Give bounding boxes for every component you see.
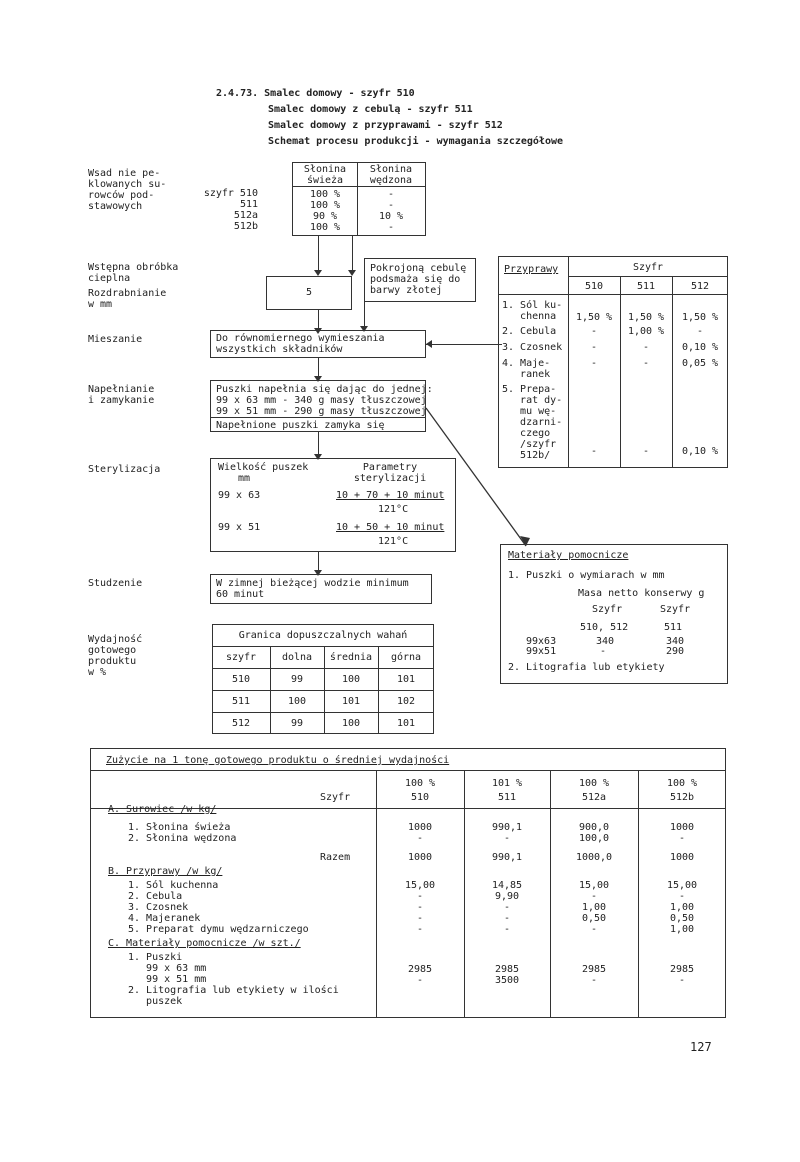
wydajnosc-col-header: średnia [329, 652, 373, 663]
pomocnicze-masa: Masa netto konserwy g [578, 588, 705, 599]
razem-value: 990,1 [491, 852, 523, 863]
wydajnosc-cell: 100 [341, 674, 361, 685]
flow-line [318, 236, 319, 272]
pomocnicze-szyfr-2: Szyfr [660, 604, 691, 615]
przyprawy-cell: - [590, 326, 598, 337]
pomocnicze-r1: 99x63 [526, 636, 557, 647]
przyprawy-cell: - [590, 342, 598, 353]
przyprawy-col-header: 510 [584, 281, 604, 292]
a-row-2: 2. Słonina wędzona [128, 833, 237, 844]
przyprawy-row-name: 4. Maje- ranek [502, 358, 551, 380]
label-sterylizacja: Sterylizacja [88, 464, 161, 475]
table-rule [90, 770, 726, 771]
razem-value: 1000 [669, 852, 695, 863]
flow-arrow [426, 340, 432, 348]
przyprawy-col-header: 512 [690, 281, 710, 292]
wydajnosc-cell: 511 [231, 696, 251, 707]
wydajnosc-col-header: dolna [281, 652, 313, 663]
b-list: 1. Sól kuchenna 2. Cebula 3. Czosnek 4. Majeranek 5. Preparat dymu wędzarniczego [128, 880, 309, 935]
section-b-label: B. Przyprawy /w kg/ [108, 866, 223, 877]
przyprawy-cell: 0,05 % [681, 358, 719, 369]
pomocnicze-r1a: 340 [596, 636, 615, 647]
przyprawy-value: 15,00 - 1,00 0,50 1,00 [666, 880, 698, 935]
wsad-header-fresh: Słonina świeża [303, 164, 347, 186]
bottom-code: 510 [410, 792, 430, 803]
bottom-pct: 100 % [404, 778, 436, 789]
steryl-row2-time: 10 + 50 + 10 minut [336, 522, 445, 533]
wydajnosc-cell: 510 [231, 674, 251, 685]
materialy-value: 2985 3500 [494, 964, 520, 986]
pomocnicze-r2: 99x51 [526, 646, 557, 657]
label-wydajnosc: Wydajność gotowego produktu w % [88, 634, 143, 678]
flow-line [352, 236, 353, 272]
pomocnicze-code-2: 511 [664, 622, 683, 633]
wydajnosc-cell: 101 [396, 718, 416, 729]
wydajnosc-col-header: szyfr [225, 652, 257, 663]
przyprawy-cell: 1,50 % [575, 312, 613, 323]
bottom-code: 511 [497, 792, 517, 803]
flow-line [318, 358, 319, 378]
table-rule [212, 646, 434, 647]
napelnianie-text: Puszki napełnia się dając do jednej: 99 x 63 mm - 340 g masy tłuszczowej 99 x 51 mm - 290 g masy tłuszczowej [216, 384, 433, 417]
razem-value: 1000 [407, 852, 433, 863]
surowiec-value: 1000 - [669, 822, 695, 844]
table-rule [212, 690, 434, 691]
pomocnicze-litografia: 2. Litografia lub etykiety [508, 662, 665, 673]
flow-line [318, 552, 319, 572]
wydajnosc-col-header: górna [390, 652, 422, 663]
a-row-1: 1. Słonina świeża [128, 822, 231, 833]
pomocnicze-szyfr-1: Szyfr [592, 604, 623, 615]
przyprawy-value: 15,00 - 1,00 0,50 - [578, 880, 610, 935]
table-rule [498, 294, 728, 295]
wsad-header-smoked: Słonina wędzona [369, 164, 413, 186]
materialy-value: 2985 - [407, 964, 433, 986]
steryl-header-unit: mm [238, 473, 251, 484]
pomocnicze-code-1: 510, 512 [580, 622, 629, 633]
steryl-header-size: Wielkość puszek [218, 462, 309, 473]
table-rule [212, 712, 434, 713]
heading-line-3: Smalec domowy z przyprawami - szyfr 512 [268, 120, 503, 131]
wydajnosc-cell: 99 [290, 718, 304, 729]
przyprawy-row-name: 1. Sól ku- chenna [502, 300, 563, 322]
steryl-row2-temp: 121°C [378, 536, 409, 547]
steryl-row1-size: 99 x 63 [218, 490, 261, 501]
bottom-code: 512b [669, 792, 695, 803]
przyprawy-row-name: 3. Czosnek [502, 342, 563, 353]
pomocnicze-title: Materiały pomocnicze [508, 550, 629, 561]
przyprawy-cell: 1,50 % [627, 312, 665, 323]
heading-line-4: Schemat procesu produkcji - wymagania szczegółowe [268, 136, 564, 147]
wsad-col-fresh: 100 % 100 % 90 % 100 % [309, 189, 341, 233]
section-heading: 2.4.73. Smalec domowy - szyfr 510 [216, 88, 415, 99]
materialy-value: 2985 - [581, 964, 607, 986]
bottom-szyfr-label: Szyfr [320, 792, 351, 803]
steryl-row1-time: 10 + 70 + 10 minut [336, 490, 445, 501]
przyprawy-cell: - [590, 358, 598, 369]
surowiec-value: 990,1 - [491, 822, 523, 844]
razem-label: Razem [320, 852, 351, 863]
napelnianie-close-text: Napełnione puszki zamyka się [216, 420, 385, 431]
przyprawy-cell: 0,10 % [681, 342, 719, 353]
przyprawy-header: Przyprawy [504, 264, 559, 275]
flow-line [318, 310, 319, 330]
wydajnosc-cell: 101 [341, 696, 361, 707]
steryl-header-params: Parametry sterylizacji [353, 462, 427, 484]
przyprawy-cell: 1,50 % [681, 312, 719, 323]
label-wsad: Wsad nie pe- klowanych su- rowców pod- stawowych [88, 168, 167, 212]
razem-value: 1000,0 [575, 852, 613, 863]
bottom-pct: 100 % [666, 778, 698, 789]
bottom-pct: 101 % [491, 778, 523, 789]
pomocnicze-r2a: - [600, 646, 607, 657]
cebula-text: Pokrojoną cebulę podsmaża się do barwy złotej [370, 263, 467, 296]
label-obrobka: Wstępna obróbka cieplna [88, 262, 179, 284]
steryl-row1-temp: 121°C [378, 504, 409, 515]
wydajnosc-cell: 102 [396, 696, 416, 707]
przyprawy-szyfr-header: Szyfr [632, 262, 664, 273]
przyprawy-cell: 0,10 % [681, 446, 719, 457]
flow-line [364, 302, 365, 328]
wydajnosc-cell: 99 [290, 674, 304, 685]
surowiec-value: 1000 - [407, 822, 433, 844]
table-rule [212, 668, 434, 669]
wydajnosc-cell: 100 [287, 696, 307, 707]
surowiec-value: 900,0 100,0 [578, 822, 610, 844]
przyprawy-value: 15,00 - - - - [404, 880, 436, 935]
section-a-label: A. Surowiec /w kg/ [108, 804, 217, 815]
napelnianie-rule [210, 417, 426, 418]
label-mieszanie: Mieszanie [88, 334, 143, 345]
label-napelnianie: Napełnianie i zamykanie [88, 384, 155, 406]
mieszanie-text: Do równomiernego wymieszania wszystkich składników [216, 333, 385, 355]
pomocnicze-r2b: 290 [666, 646, 685, 657]
table-rule [568, 276, 728, 277]
przyprawy-value: 14,85 9,90 - - - [491, 880, 523, 935]
przyprawy-cell: - [642, 446, 650, 457]
przyprawy-cell: - [642, 358, 650, 369]
przyprawy-cell: - [590, 446, 598, 457]
label-studzenie: Studzenie [88, 578, 143, 589]
przyprawy-col-header: 511 [636, 281, 656, 292]
bottom-code: 512a [581, 792, 607, 803]
label-szyfr-list: szyfr 510 511 512a 512b [203, 188, 258, 232]
materialy-value: 2985 - [669, 964, 695, 986]
przyprawy-cell: - [642, 342, 650, 353]
heading-line-2: Smalec domowy z cebulą - szyfr 511 [268, 104, 473, 115]
flow-line [426, 344, 502, 345]
studzenie-text: W zimnej bieżącej wodzie minimum 60 minut [216, 578, 409, 600]
flow-line [318, 432, 319, 456]
c-list: 1. Puszki 99 x 63 mm 99 x 51 mm 2. Litografia lub etykiety w ilości puszek [128, 952, 339, 1007]
page-number: 127 [690, 1040, 712, 1054]
wydajnosc-cell: 512 [231, 718, 251, 729]
przyprawy-row-name: 2. Cebula [502, 326, 557, 337]
przyprawy-cell: 1,00 % [627, 326, 665, 337]
wydajnosc-cell: 100 [341, 718, 361, 729]
przyprawy-row-name: 5. Prepa- rat dy- mu wę- dzarni- czego /szyfr 512b/ [502, 384, 563, 461]
section-c-label: C. Materiały pomocnicze /w szt./ [108, 938, 301, 949]
pomocnicze-r1b: 340 [666, 636, 685, 647]
rozdrabnianie-value: 5 [305, 287, 313, 298]
wydajnosc-title: Granica dopuszczalnych wahań [238, 630, 408, 641]
zuzycie-title: Zużycie na 1 tonę gotowego produktu o średniej wydajności [106, 755, 450, 766]
label-rozdrabnianie: Rozdrabnianie w mm [88, 288, 167, 310]
wydajnosc-cell: 101 [396, 674, 416, 685]
wsad-col-smoked: - - 10 % - [378, 189, 404, 233]
table-col-rule [672, 276, 673, 468]
steryl-row2-size: 99 x 51 [218, 522, 261, 533]
wsad-header-rule [292, 186, 426, 187]
przyprawy-cell: - [696, 326, 704, 337]
bottom-pct: 100 % [578, 778, 610, 789]
table-col-rule [620, 276, 621, 468]
pomocnicze-puszki: 1. Puszki o wymiarach w mm [508, 570, 665, 581]
